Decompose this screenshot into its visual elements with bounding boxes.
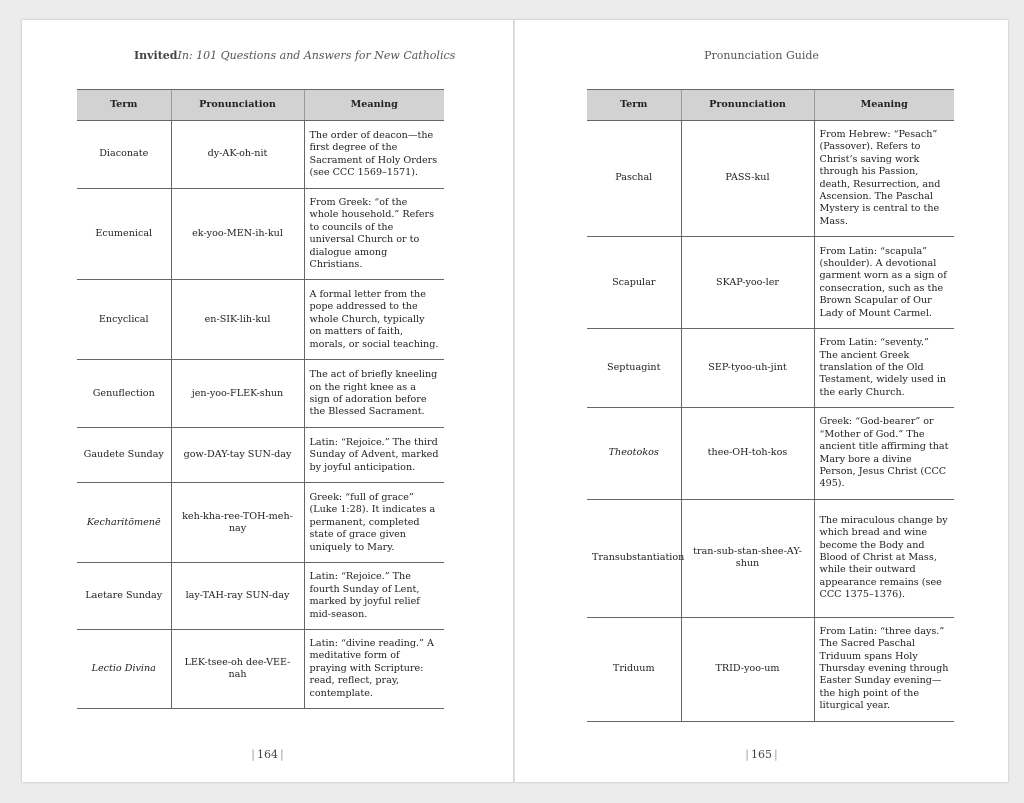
term-cell: Paschal xyxy=(587,121,681,237)
book-title: Invited xyxy=(134,49,178,62)
pronunciation-cell: PASS-kul xyxy=(681,121,814,237)
book-spread xyxy=(22,20,1008,782)
table-row xyxy=(77,121,444,189)
term-cell: Septuagint xyxy=(587,329,681,408)
meaning-cell: The miraculous change by which bread and wine become the Body and Blood of Christ at Mass, while their outward appearance remains (see CCC 1375–1376). xyxy=(814,499,954,617)
term-cell: Diaconate xyxy=(77,121,171,189)
meaning-cell: From Latin: “scapula” (shoulder). A devotional garment worn as a sign of consecration, such as the Brown Scapular of Our Lady of Mount Carmel. xyxy=(814,237,954,329)
term-cell: Theotokos xyxy=(587,408,681,499)
term-cell: Scapular xyxy=(587,237,681,329)
table-row xyxy=(77,428,444,483)
pronunciation-cell: tran-sub-stan-shee-AY-shun xyxy=(681,499,814,617)
page-number-left: | 164 | xyxy=(251,748,284,761)
pronunciation-cell: SKAP-yoo-ler xyxy=(681,237,814,329)
table-row xyxy=(587,329,954,408)
meaning-cell: Greek: “full of grace” (Luke 1:28). It indicates a permanent, completed state of grace given uniquely to Mary. xyxy=(304,483,444,563)
page-number: 165 xyxy=(751,748,772,761)
term-cell: Ecumenical xyxy=(77,189,171,280)
table-row xyxy=(77,360,444,428)
meaning-cell: A formal letter from the pope addressed to the whole Church, typically on matters of faith, morals, or social teaching. xyxy=(304,280,444,360)
term-cell: Lectio Divina xyxy=(77,630,171,709)
header-meaning: Meaning xyxy=(814,90,954,121)
pronunciation-cell: dy-AK-oh-nit xyxy=(171,121,304,189)
pronunciation-cell: TRID-yoo-um xyxy=(681,617,814,721)
header-pronunciation: Pronunciation xyxy=(681,90,814,121)
table-row xyxy=(77,483,444,563)
meaning-cell: From Latin: “seventy.” The ancient Greek translation of the Old Testament, widely used in the early Church. xyxy=(814,329,954,408)
meaning-cell: From Greek: “of the whole household.” Refers to councils of the universal Church or to dialogue among Christians. xyxy=(304,189,444,280)
term-cell: Laetare Sunday xyxy=(77,563,171,630)
left-page xyxy=(22,20,513,782)
pronunciation-cell: thee-OH-toh-kos xyxy=(681,408,814,499)
table-row xyxy=(587,617,954,721)
table-row xyxy=(587,499,954,617)
pronunciation-cell: jen-yoo-FLEK-shun xyxy=(171,360,304,428)
page-number-right: | 165 | xyxy=(745,748,778,761)
pronunciation-cell: ek-yoo-MEN-ih-kul xyxy=(171,189,304,280)
table-header-row xyxy=(77,90,444,121)
running-head-right: Pronunciation Guide xyxy=(704,49,819,62)
header-term: Term xyxy=(587,90,681,121)
meaning-cell: Latin: “divine reading.” A meditative form of praying with Scripture: read, reflect, pray, contemplate. xyxy=(304,630,444,709)
term-cell: Triduum xyxy=(587,617,681,721)
book-subtitle: In: 101 Questions and Answers for New Catholics xyxy=(177,49,456,62)
header-term: Term xyxy=(77,90,171,121)
term-cell: Gaudete Sunday xyxy=(77,428,171,483)
term-cell: Encyclical xyxy=(77,280,171,360)
meaning-cell: Latin: “Rejoice.” The fourth Sunday of Lent, marked by joyful relief mid-season. xyxy=(304,563,444,630)
pronunciation-cell: gow-DAY-tay SUN-day xyxy=(171,428,304,483)
pronunciation-table-right xyxy=(587,89,954,722)
table-row xyxy=(77,563,444,630)
term-cell: Kecharitōmenē xyxy=(77,483,171,563)
meaning-cell: The act of briefly kneeling on the right knee as a sign of adoration before the Blessed Sacrament. xyxy=(304,360,444,428)
pronunciation-cell: keh-kha-ree-TOH-meh-nay xyxy=(171,483,304,563)
table-row xyxy=(587,121,954,237)
table-row xyxy=(587,237,954,329)
table-row xyxy=(77,630,444,709)
meaning-cell: The order of deacon—the first degree of the Sacrament of Holy Orders (see CCC 1569–1571). xyxy=(304,121,444,189)
table-row xyxy=(77,189,444,280)
pronunciation-cell: en-SIK-lih-kul xyxy=(171,280,304,360)
meaning-cell: From Latin: “three days.” The Sacred Paschal Triduum spans Holy Thursday evening through Easter Sunday evening—the high point of the liturgical year. xyxy=(814,617,954,721)
pronunciation-cell: SEP-tyoo-uh-jint xyxy=(681,329,814,408)
pronunciation-cell: lay-TAH-ray SUN-day xyxy=(171,563,304,630)
table-row xyxy=(77,280,444,360)
table-row xyxy=(587,408,954,499)
term-cell: Genuflection xyxy=(77,360,171,428)
page-number: 164 xyxy=(257,748,278,761)
pronunciation-cell: LEK-tsee-oh dee-VEE-nah xyxy=(171,630,304,709)
meaning-cell: Latin: “Rejoice.” The third Sunday of Advent, marked by joyful anticipation. xyxy=(304,428,444,483)
meaning-cell: Greek: “God-bearer” or “Mother of God.” The ancient title affirming that Mary bore a divine Person, Jesus Christ (CCC 495). xyxy=(814,408,954,499)
running-head-left xyxy=(22,49,513,62)
meaning-cell: From Hebrew: “Pesach” (Passover). Refers to Christ’s saving work through his Passion, death, Resurrection, and Ascension. The Paschal Mystery is central to the Mass. xyxy=(814,121,954,237)
table-header-row xyxy=(587,90,954,121)
right-page xyxy=(515,20,1008,782)
term-cell: Transubstantiation xyxy=(587,499,681,617)
pronunciation-table-left xyxy=(77,89,444,709)
header-meaning: Meaning xyxy=(304,90,444,121)
header-pronunciation: Pronunciation xyxy=(171,90,304,121)
